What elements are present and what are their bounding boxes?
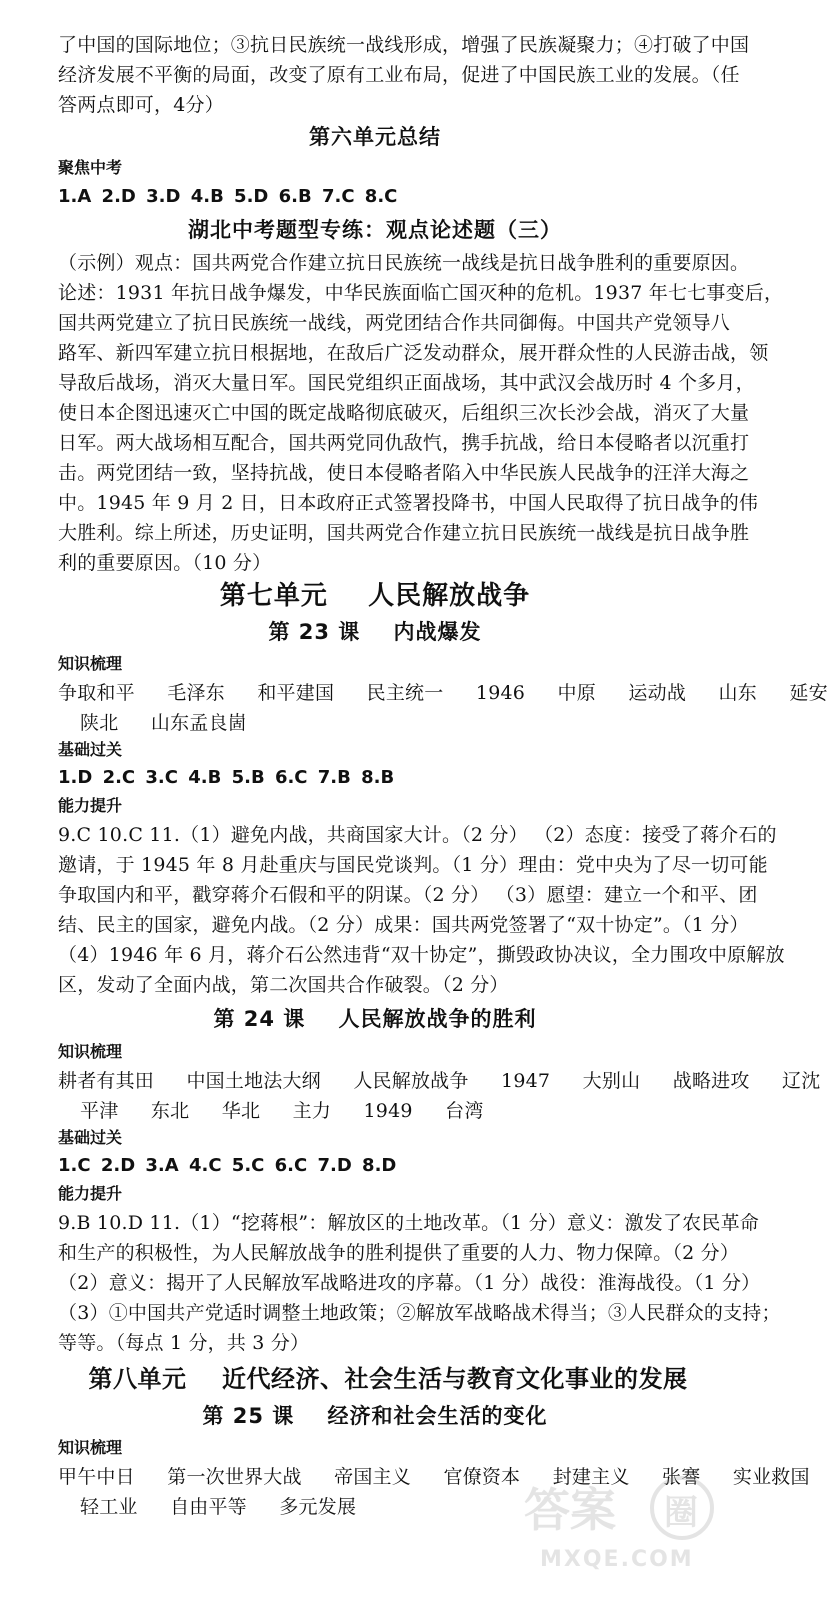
knowledge-terms: 陕北 山东孟良崮 <box>80 712 247 734</box>
ability-line: （4）1946 年 6 月，蒋介石公然违背“双十协定”，撕毁政协决议，全力围攻中原解放 <box>58 944 785 966</box>
ability-line: 等等。（每点 1 分，共 3 分） <box>58 1332 310 1354</box>
essay-line: 中。1945 年 9 月 2 日，日本政府正式签署投降书，中国人民取得了抗日战争的伟 <box>58 492 759 514</box>
watermark-logo-icon <box>512 1468 722 1578</box>
essay-line: 击。两党团结一致，坚持抗战，使日本侵略者陷入中华民族人民战争的汪洋大海之 <box>58 462 750 484</box>
knowledge-label: 知识梳理 <box>58 1042 123 1061</box>
knowledge-label: 知识梳理 <box>58 654 123 673</box>
svg-text:答案: 答案 <box>524 1483 616 1537</box>
basic-answers: 1.C 2.D 3.A 4.C 5.C 6.C 7.D 8.D <box>58 1155 397 1176</box>
ability-line: 9.B 10.D 11.（1）“挖蒋根”：解放区的土地改革。（1 分）意义：激发了农民革命 <box>58 1212 759 1234</box>
knowledge-terms: 甲午中日 第一次世界大战 帝国主义 官僚资本 封建主义 张謇 实业救国 <box>58 1466 810 1488</box>
lesson25-title: 第 25 课 经济和社会生活的变化 <box>202 1404 548 1428</box>
knowledge-terms: 争取和平 毛泽东 和平建国 民主统一 1946 中原 运动战 山东 延安 <box>58 682 828 704</box>
essay-line: 导敌后战场，消灭大量日军。国民党组织正面战场，其中武汉会战历时 4 个多月， <box>58 372 755 394</box>
knowledge-terms: 轻工业 自由平等 多元发展 <box>80 1496 357 1518</box>
ability-line: 结、民主的国家，避免内战。（2 分）成果：国共两党签署了“双十协定”。（1 分） <box>58 914 749 936</box>
ability-line: 和生产的积极性，为人民解放战争的胜利提供了重要的人力、物力保障。（2 分） <box>58 1242 740 1264</box>
essay-line: 国共两党建立了抗日民族统一战线，两党团结合作共同御侮。中国共产党领导八 <box>58 312 731 334</box>
essay-line: 使日本企图迅速灭亡中国的既定战略彻底破灭，后组织三次长沙会战，消灭了大量 <box>58 402 750 424</box>
intro-line: 经济发展不平衡的局面，改变了原有工业布局，促进了中国民族工业的发展。（任 <box>58 64 740 86</box>
watermark-logo <box>512 1468 722 1578</box>
essay-line: 日军。两大战场相互配合，国共两党同仇敌忾，携手抗战，给日本侵略者以沉重打 <box>58 432 750 454</box>
unit8-title: 第八单元 近代经济、社会生活与教育文化事业的发展 <box>88 1365 688 1393</box>
essay-line: 论述：1931 年抗日战争爆发，中华民族面临亡国灭种的危机。1937 年七七事变后， <box>58 282 784 304</box>
ability-line: （2）意义：揭开了人民解放军战略进攻的序幕。（1 分）战役：淮海战役。（1 分） <box>58 1272 761 1294</box>
essay-line: （示例）观点：国共两党合作建立抗日民族统一战线是抗日战争胜利的重要原因。 <box>58 252 750 274</box>
ability-line: 9.C 10.C 11.（1）避免内战，共商国家大计。（2 分） （2）态度：接受了蒋介石的 <box>58 824 777 846</box>
svg-text:圈: 圈 <box>664 1493 698 1533</box>
basic-answers: 1.D 2.C 3.C 4.B 5.B 6.C 7.B 8.B <box>58 767 395 788</box>
intro-line: 了中国的国际地位；③抗日民族统一战线形成，增强了民族凝聚力；④打破了中国 <box>58 34 750 56</box>
ability-line: 邀请，于 1945 年 8 月赴重庆与国民党谈判。（1 分）理由：党中央为了尽一切可能 <box>58 854 768 876</box>
essay-line: 利的重要原因。（10 分） <box>58 552 272 574</box>
ability-line: 区，发动了全面内战，第二次国共合作破裂。（2 分） <box>58 974 509 996</box>
knowledge-terms: 耕者有其田 中国土地法大纲 人民解放战争 1947 大别山 战略进攻 辽沈 <box>58 1070 821 1092</box>
knowledge-terms: 平津 东北 华北 主力 1949 台湾 <box>80 1100 484 1122</box>
ability-line: （3）①中国共产党适时调整土地政策；②解放军战略战术得当；③人民群众的支持； <box>58 1302 781 1324</box>
focus-label: 聚焦中考 <box>58 158 123 177</box>
knowledge-label: 知识梳理 <box>58 1438 123 1457</box>
ability-line: 争取国内和平，戳穿蒋介石假和平的阴谋。（2 分） （3）愿望：建立一个和平、团 <box>58 884 758 906</box>
unit7-title: 第七单元 人民解放战争 <box>219 581 531 611</box>
essay-line: 路军、新四军建立抗日根据地，在敌后广泛发动群众，展开群众性的人民游击战，领 <box>58 342 769 364</box>
lesson24-title: 第 24 课 人民解放战争的胜利 <box>213 1007 537 1031</box>
lesson23-title: 第 23 课 内战爆发 <box>268 620 482 644</box>
basic-label: 基础过关 <box>58 1128 123 1147</box>
intro-line: 答两点即可，4分） <box>58 94 224 116</box>
practice-title: 湖北中考题型专练：观点论述题（三） <box>188 218 562 242</box>
ability-label: 能力提升 <box>58 1184 123 1203</box>
essay-line: 大胜利。综上所述，历史证明，国共两党合作建立抗日民族统一战线是抗日战争胜 <box>58 522 750 544</box>
focus-answers: 1.A 2.D 3.D 4.B 5.D 6.B 7.C 8.C <box>58 186 398 207</box>
svg-text:MXQE.COM: MXQE.COM <box>540 1547 694 1572</box>
basic-label: 基础过关 <box>58 740 123 759</box>
ability-label: 能力提升 <box>58 796 123 815</box>
unit6-summary-title: 第六单元总结 <box>309 125 441 149</box>
